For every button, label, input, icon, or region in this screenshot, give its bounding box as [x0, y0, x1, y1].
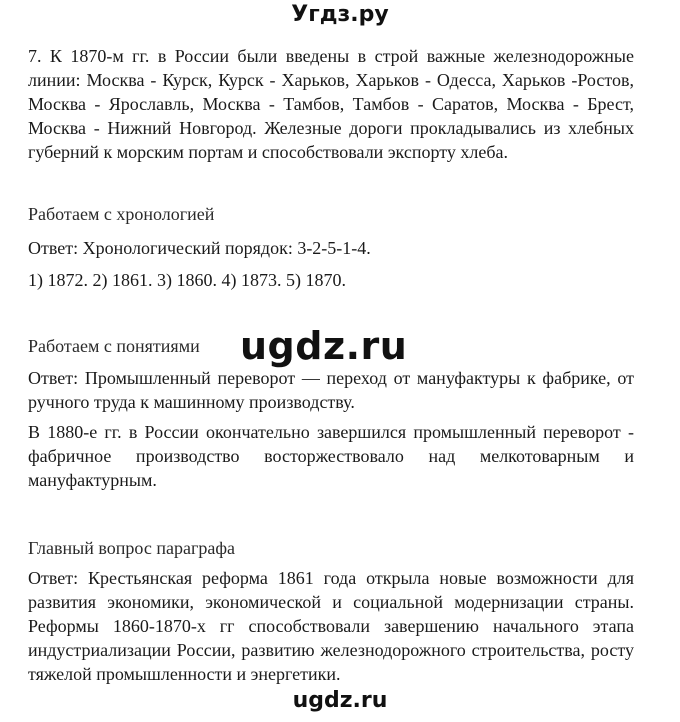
- main-question-answer: Ответ: Крестьянская реформа 1861 года открыла новые возможности для развития экономики, экономической и социальной модернизации страны. Реформы 1860-1870-х гг способствовали завершению начального этапа индустриализации России, развитию железнодорожного строительства, росту тяжелой промышленности и энергетики.: [28, 568, 634, 684]
- site-header-logo: Угдз.ру: [291, 2, 389, 27]
- chronology-section: [28, 202, 634, 226]
- concepts-extra: В 1880-е гг. в России окончательно завершился промышленный переворот - фабричное производство восторжествовало над мелкотоварным и мануфактурным.: [28, 422, 634, 490]
- chronology-answer-block: [28, 236, 634, 260]
- concepts-answer: Ответ: Промышленный переворот — переход от мануфактуры к фабрике, от ручного труда к машинному производству.: [28, 368, 634, 412]
- chronology-items: 1) 1872. 2) 1861. 3) 1860. 4) 1873. 5) 1870.: [28, 270, 346, 290]
- site-footer-logo: ugdz.ru: [292, 688, 388, 713]
- chronology-items-block: [28, 268, 634, 292]
- concepts-heading: Работаем с понятиями: [28, 336, 200, 356]
- chronology-answer: Ответ: Хронологический порядок: 3-2-5-1-4.: [28, 238, 371, 258]
- main-question-section: [28, 536, 634, 560]
- concepts-extra-block: [28, 420, 634, 492]
- concepts-answer-block: [28, 366, 634, 414]
- watermark-logo: ugdz.ru: [240, 324, 408, 368]
- main-question-answer-block: [28, 566, 634, 686]
- answer-7-text: 7. К 1870-м гг. в России были введены в строй важные железнодорожные линии: Москва - Курск, Курск - Харьков, Харьков - Одесса, Харьков -Ростов, Москва - Ярославль, Москва - Тамбов, Тамбов - Саратов, Москва - Брест, Москва - Нижний Новгород. Железные дороги прокладывались из хлебных губерний к морским портам и способствовали экспорту хлеба.: [28, 46, 634, 162]
- answer-7-paragraph: [28, 44, 634, 164]
- main-question-heading: Главный вопрос параграфа: [28, 538, 235, 558]
- chronology-heading: Работаем с хронологией: [28, 204, 215, 224]
